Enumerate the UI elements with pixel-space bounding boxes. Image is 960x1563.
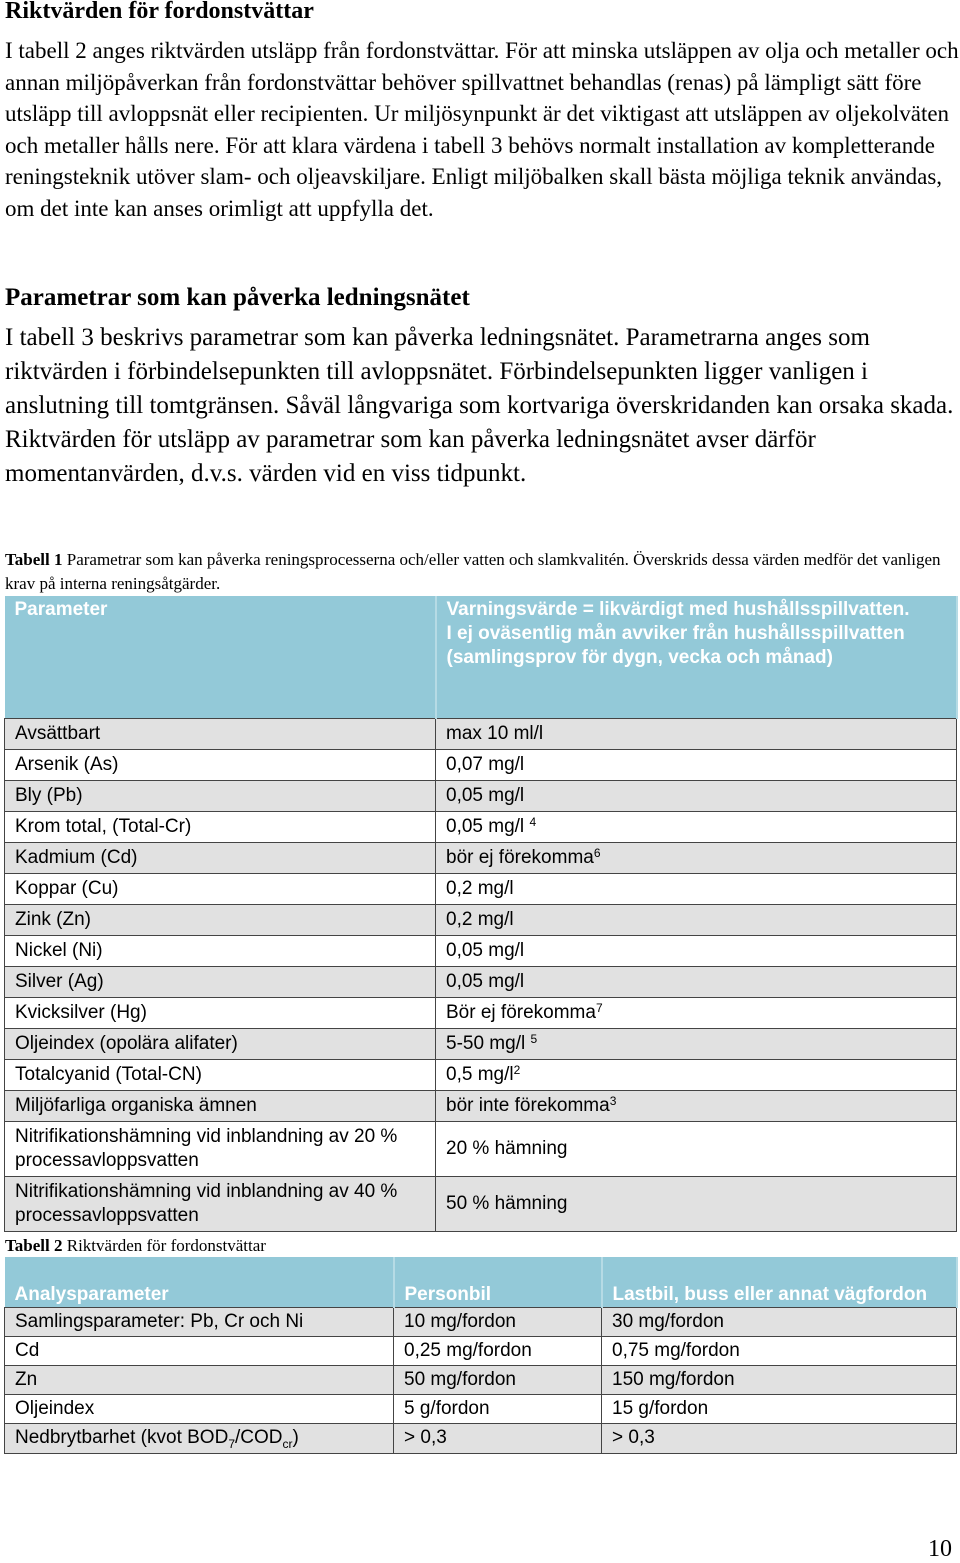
table1-value-text: 5-50 mg/l	[446, 1032, 531, 1054]
table-row	[5, 811, 957, 842]
section-heading-parametrar: Parametrar som kan påverka ledningsnätet	[5, 284, 470, 311]
table1-cell-value	[436, 873, 957, 904]
table1-cell-parameter: Koppar (Cu)	[5, 873, 436, 904]
table1-cell-value	[436, 1059, 957, 1090]
page-number: 10	[928, 1536, 952, 1562]
table1-caption-text: Parametrar som kan påverka reningsprocesserna och/eller vatten och slamkvalitén. Överskrids dessa värden medför det vanligen krav på interna reningsåtgärder.	[5, 550, 941, 593]
table1-cell-value	[436, 718, 957, 749]
table1-cell-value	[436, 966, 957, 997]
table1-cell-value	[436, 1090, 957, 1121]
table1-caption	[5, 548, 960, 596]
table2-last-param-mid: /COD	[235, 1426, 283, 1448]
table2-header-analysparameter: Analysparameter	[5, 1257, 394, 1307]
table1-cell-value	[436, 904, 957, 935]
table2-cell-personbil: 0,25 mg/fordon	[394, 1336, 602, 1365]
table2-cell-param: Cd	[5, 1336, 394, 1365]
table2-cell-param: Samlingsparameter: Pb, Cr och Ni	[5, 1307, 394, 1336]
table2-cell-personbil: > 0,3	[394, 1423, 602, 1453]
table1-value-text: 0,07 mg/l	[446, 753, 525, 775]
table-row	[5, 780, 957, 811]
table1-caption-label: Tabell 1	[5, 550, 63, 569]
table2-header-row	[5, 1257, 957, 1307]
footnote-ref: 3	[609, 1093, 617, 1108]
table1-value-text: max 10 ml/l	[446, 722, 544, 744]
table-row	[5, 1176, 957, 1231]
table2-last-param-prefix: Nedbrytbarhet (kvot BOD	[15, 1426, 229, 1448]
table1-header-row	[5, 596, 957, 718]
table-row	[5, 842, 957, 873]
table1-cell-parameter: Silver (Ag)	[5, 966, 436, 997]
table-row	[5, 718, 957, 749]
table1-cell-value	[436, 811, 957, 842]
table1	[4, 596, 958, 1232]
table1-body	[5, 718, 957, 1231]
table1-value-text: 0,05 mg/l	[446, 815, 530, 837]
table-row	[5, 1121, 957, 1176]
table2-cell-lastbil: 15 g/fordon	[602, 1394, 957, 1423]
table-row	[5, 904, 957, 935]
table-row	[5, 1423, 957, 1453]
table2-cell-lastbil: 0,75 mg/fordon	[602, 1336, 957, 1365]
footnote-ref: 2	[513, 1062, 521, 1077]
table1-cell-value	[436, 1176, 957, 1231]
table2-cell-lastbil: 150 mg/fordon	[602, 1365, 957, 1394]
table2-header-personbil: Personbil	[394, 1257, 602, 1307]
footnote-ref: 7	[595, 1000, 603, 1015]
table1-value-text: 0,05 mg/l	[446, 784, 525, 806]
section-paragraph-parametrar: I tabell 3 beskrivs parametrar som kan påverka ledningsnätet. Parametrarna anges som riktvärden i förbindelsepunkten till avloppsnätet. Förbindelsepunkten ligger vanligen i anslutning till tomtgränsen. Såväl långvariga som kortvariga överskridanden kan orsaka skada. Riktvärden för utsläpp av parametrar som kan påverka ledningsnätet avser därför momentanvärden, d.v.s. värden vid en viss tidpunkt.	[5, 324, 954, 487]
table1-cell-parameter: Krom total, (Total-Cr)	[5, 811, 436, 842]
table1-cell-value	[436, 1028, 957, 1059]
table-row	[5, 966, 957, 997]
footnote-ref: 5	[530, 1031, 538, 1046]
table1-cell-parameter: Kvicksilver (Hg)	[5, 997, 436, 1028]
table2-caption-label: Tabell 2	[5, 1236, 63, 1255]
table1-value-text: 0,05 mg/l	[446, 939, 525, 961]
table1-value-text: 0,05 mg/l	[446, 970, 525, 992]
table-row	[5, 749, 957, 780]
table2-body	[5, 1307, 957, 1453]
footnote-ref: 4	[529, 814, 537, 829]
table1-cell-parameter: Oljeindex (opolära alifater)	[5, 1028, 436, 1059]
table2-cell-param: Oljeindex	[5, 1394, 394, 1423]
table1-cell-value	[436, 997, 957, 1028]
table2-cell-lastbil: 30 mg/fordon	[602, 1307, 957, 1336]
table1-value-text: bör ej förekomma	[446, 846, 594, 868]
table1-cell-value	[436, 749, 957, 780]
table1-value-text: Bör ej förekomma	[446, 1001, 596, 1023]
table1-cell-value	[436, 935, 957, 966]
table2-last-param-suffix: )	[292, 1426, 299, 1448]
table-row	[5, 935, 957, 966]
table2-cell-lastbil: > 0,3	[602, 1423, 957, 1453]
table1-cell-value	[436, 1121, 957, 1176]
table1-value-text: 0,2 mg/l	[446, 877, 514, 899]
table2	[4, 1257, 958, 1454]
table2-cell-personbil: 10 mg/fordon	[394, 1307, 602, 1336]
table1-header-varningsvarde-line2: I ej oväsentlig mån avviker från hushållsspillvatten (samlingsprov för dygn, vecka och månad)	[446, 623, 905, 668]
table1-cell-value	[436, 842, 957, 873]
table2-last-param-sub1: 7	[228, 1436, 235, 1451]
table-row	[5, 1394, 957, 1423]
table2-header-lastbil: Lastbil, buss eller annat vägfordon	[602, 1257, 957, 1307]
table1-cell-parameter: Nitrifikationshämning vid inblandning av 40 % processavloppsvatten	[5, 1176, 436, 1231]
table1-cell-value	[436, 780, 957, 811]
table-row	[5, 1307, 957, 1336]
table-row	[5, 997, 957, 1028]
table-row	[5, 873, 957, 904]
table1-cell-parameter: Kadmium (Cd)	[5, 842, 436, 873]
table1-cell-parameter: Bly (Pb)	[5, 780, 436, 811]
table1-value-text: 0,2 mg/l	[446, 908, 514, 930]
table2-cell-personbil: 50 mg/fordon	[394, 1365, 602, 1394]
table2-cell-personbil: 5 g/fordon	[394, 1394, 602, 1423]
table-row	[5, 1336, 957, 1365]
footnote-ref: 6	[593, 845, 601, 860]
table2-caption	[5, 1236, 266, 1256]
table1-cell-parameter: Zink (Zn)	[5, 904, 436, 935]
table1-cell-parameter: Avsättbart	[5, 718, 436, 749]
table1-cell-parameter: Miljöfarliga organiska ämnen	[5, 1090, 436, 1121]
table1-cell-parameter: Nickel (Ni)	[5, 935, 436, 966]
table1-header-varningsvarde	[436, 596, 957, 718]
table-row	[5, 1059, 957, 1090]
section-heading-riktvarden: Riktvärden för fordonstvättar	[5, 0, 314, 24]
section-paragraph-riktvarden: I tabell 2 anges riktvärden utsläpp från fordonstvättar. För att minska utsläppen av olja och metaller och annan miljöpåverkan från fordonstvättar behöver spillvattnet behandlas (renas) på lämpligt sätt före utsläpp till avloppsnät eller recipienten. Ur miljösynpunkt är det viktigast att utsläppen av oljekolväten och metaller hålls nere. För att klara värdena i tabell 3 behövs normalt installation av kompletterande reningsteknik utöver slam- och oljeavskiljare. Enligt miljöbalken skall bästa möjliga teknik användas, om det inte kan anses orimligt att uppfylla det.	[5, 38, 959, 221]
table1-header-varningsvarde-line1: Varningsvärde = likvärdigt med hushållsspillvatten.	[446, 599, 910, 620]
table1-value-text: 0,5 mg/l	[446, 1063, 514, 1085]
table1-value-text: bör inte förekomma	[446, 1094, 610, 1116]
table1-value-text: 20 % hämning	[446, 1137, 568, 1159]
table1-cell-parameter: Arsenik (As)	[5, 749, 436, 780]
table-row	[5, 1090, 957, 1121]
table-row	[5, 1365, 957, 1394]
table1-cell-parameter: Nitrifikationshämning vid inblandning av 20 % processavloppsvatten	[5, 1121, 436, 1176]
table2-cell-param	[5, 1423, 394, 1453]
table1-header-parameter: Parameter	[5, 596, 436, 718]
table2-last-param-sub2: cr	[282, 1436, 293, 1451]
table1-cell-parameter: Totalcyanid (Total-CN)	[5, 1059, 436, 1090]
table2-cell-param: Zn	[5, 1365, 394, 1394]
table1-value-text: 50 % hämning	[446, 1192, 568, 1214]
table2-caption-text: Riktvärden för fordonstvättar	[62, 1236, 266, 1255]
table-row	[5, 1028, 957, 1059]
